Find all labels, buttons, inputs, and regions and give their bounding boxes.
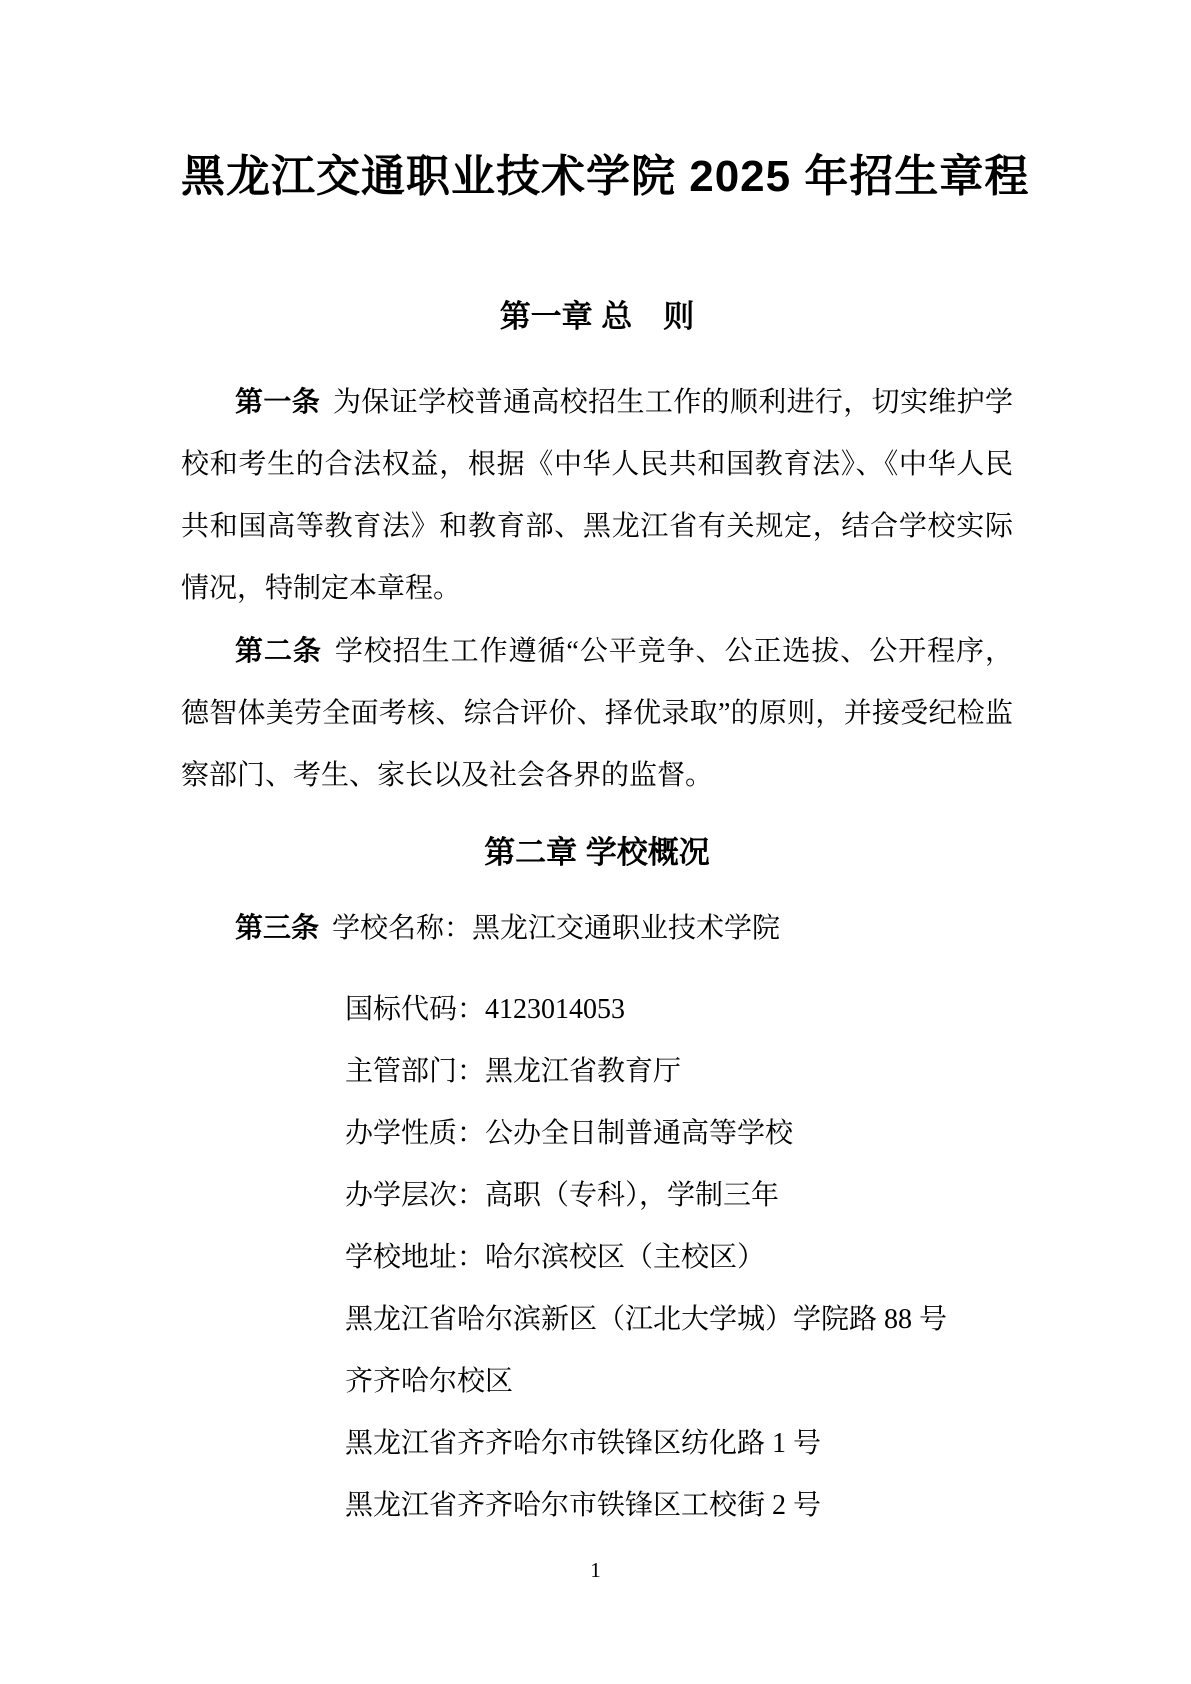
detail-address-gongxiao: 黑龙江省齐齐哈尔市铁锋区工校街 2 号: [345, 1490, 822, 1521]
article3-paragraph: [181, 897, 1013, 960]
detail-authority: 主管部门：黑龙江省教育厅: [345, 1056, 682, 1087]
detail-school-type: 办学性质：公办全日制普通高等学校: [345, 1118, 794, 1149]
article3-number: 第三条: [235, 912, 320, 943]
chapter2-heading: 第二章 学校概况: [484, 835, 710, 870]
document-title: 黑龙江交通职业技术学院 2025 年招生章程: [181, 152, 1030, 201]
article1-paragraph: [181, 371, 1013, 620]
article2-text: 学校招生工作遵循“公平竞争、公正选拔、公开程序，德智体美劳全面考核、综合评价、择优录取”的原则，并接受纪检监察部门、考生、家长以及社会各界的监督。: [181, 636, 1013, 791]
detail-campus-qiqihar: 齐齐哈尔校区: [345, 1366, 514, 1397]
article3-school-name: 学校名称：黑龙江交通职业技术学院: [332, 913, 781, 944]
detail-education-level: 办学层次：高职（专科），学制三年: [345, 1180, 780, 1211]
page-number: 1: [590, 1558, 601, 1582]
chapter1-heading: 第一章 总 则: [499, 299, 695, 334]
detail-address-fanghua: 黑龙江省齐齐哈尔市铁锋区纺化路 1 号: [345, 1428, 822, 1459]
detail-campus-main: 学校地址：哈尔滨校区（主校区）: [345, 1242, 766, 1273]
article1-text: 为保证学校普通高校招生工作的顺利进行，切实维护学校和考生的合法权益，根据《中华人民共和国教育法》、《中华人民共和国高等教育法》和教育部、黑龙江省有关规定，结合学校实际情况，特制定本章程。: [181, 387, 1013, 604]
detail-address-harbin: 黑龙江省哈尔滨新区（江北大学城）学院路 88 号: [345, 1304, 948, 1335]
article2-number: 第二条: [235, 635, 322, 666]
article1-number: 第一条: [235, 386, 321, 417]
article2-paragraph: [181, 620, 1013, 807]
school-details-block: [181, 979, 1013, 1537]
detail-national-code: 国标代码：4123014053: [345, 994, 626, 1025]
